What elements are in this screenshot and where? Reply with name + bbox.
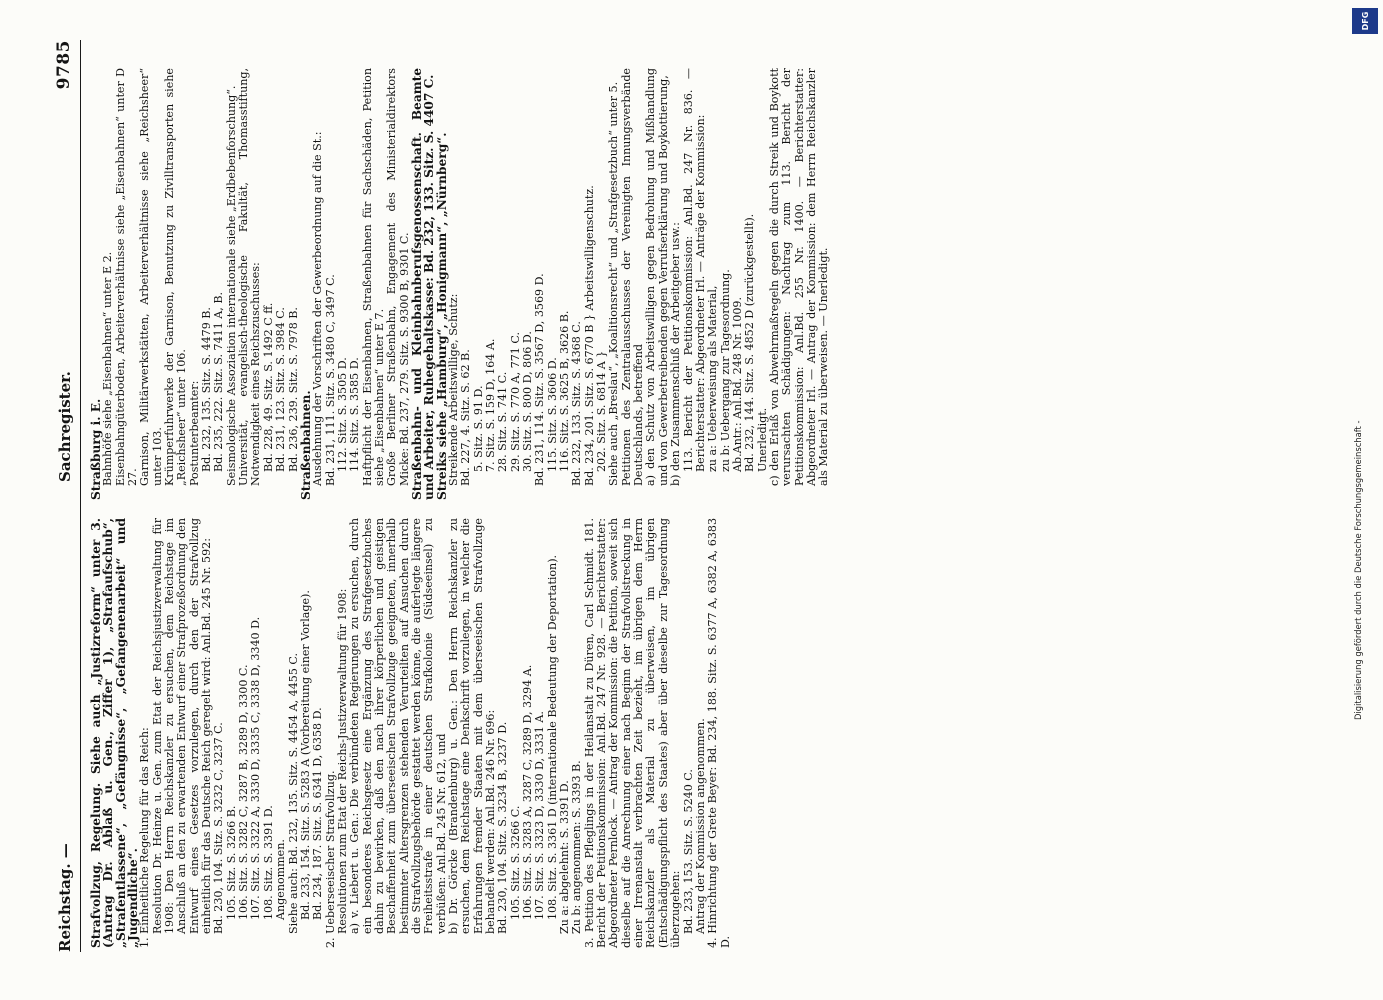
entry-line: Haftpflicht der Eisenbahnen, Straßenbahnen für Sachschäden, Petition siehe „Eisenbahnen“ unter E 7. [360, 68, 386, 486]
entry-heading: Streiks siehe „Hamburg“, „Honigmann“, „Nürnberg“. [434, 132, 449, 500]
entry-line: Bahnhöfe siehe „Eisenbahnen“ unter E 2. [101, 251, 115, 486]
entry-line: Bd. 230, 104. Sitz. S. 3232 C, 3237 C. [212, 722, 226, 934]
entry-heading: Strafvollzug, Regelung. Siehe auch „Justizreform“ unter 3. (Antrag Dr. Ablaß u. Gen., Ziffer 1), „Strafaufschub“, „Strafentlassene“, „Gefängnisse“, „Gefangenenarbeit“ und „Jugendliche“. [89, 518, 141, 948]
entry-line: Streikende Arbeitswillige, Schutz: [446, 293, 460, 486]
entry-line: Ab.Antr.: Anl.Bd. 248 Nr. 1009. [730, 297, 744, 472]
entry-line: Antrag der Kommission angenommen. [693, 718, 707, 934]
entry-line: Bd. 236, 239. Sitz. S. 7978 B. [286, 307, 300, 472]
entry-line: 115. Sitz. S. 3606 D. [545, 357, 559, 472]
entry-line: Bd. 230, 104. Sitz. S. 3234 B, 3237 D. [496, 721, 510, 934]
entry-line: 3. Petition des Pfleglings in der Heilanstalt zu Düren, Carl Schmidt. 181. Bericht der Petitionskommission: Anl.Bd. 247 Nr. 928. — Berichterstatter: Abgeordneter Pernlock. — Antrag der Kommission: die Petition, soweit sich dieselbe auf die Anrechnung einer nach Beginn der Strafvollstreckung in einer Irrenanstalt verbrachten Zeit bezieht, im übrigen dem Herrn Reichskanzler als Material zu überweisen, im übrigen (Entschädigungspflicht des Staates) aber über dieselbe zur Tagesordnung überzugehen: [582, 518, 683, 948]
page-number: 9785 [54, 40, 74, 90]
entry-line: Petitionen des Zentralausschusses der Vereinigten Innungsverbände Deutschlands, betreffend [619, 68, 646, 486]
entry-line: 108. Sitz. S. 3391 D. [261, 805, 275, 920]
entry-line: Resolution Dr. Heinze u. Gen. zum Etat der Reichsjustizverwaltung für 1908: Den Herrn Reichskanzler zu ersuchen, dem Reichstage im Anschluß an den zu erwartenden Entwurf einer Strafprozeßordnung den Entwurf eines Gesetzes vorzulegen, durch den der Strafvollzug einheitlich für das Deutsche Reich geregelt wird: Anl.Bd. 245 Nr. 592: [150, 518, 214, 934]
entry-line: Bd. 233, 154. Sitz. S. 5283 A (Vorbereitung einer Vorlage). [298, 590, 312, 920]
left-text-column [90, 518, 1343, 948]
entry-line: 107. Sitz. S. 3323 D, 3330 D, 3331 A. [533, 711, 547, 920]
entry-line: Bd. 231, 111. Sitz. S. 3480 C, 3497 C. [323, 274, 337, 486]
entry-line: 112. Sitz. S. 3505 D. [335, 357, 349, 472]
entry-line: 28. Sitz. S. 741 C. [496, 371, 510, 472]
entry-line: Bd. 232, 135. Sitz. S. 4479 B. [200, 307, 214, 472]
entry-line: 106. Sitz. S. 3282 C, 3287 B, 3289 D, 3300 C. [237, 664, 251, 920]
entry-line: Unerledigt. [755, 407, 769, 472]
entry-line: 105. Sitz. S. 3266 C. [508, 805, 522, 920]
entry-line: 7. Sitz. S. 159 D, 164 A. [484, 338, 497, 472]
entry-line: a) v. Liebert u. Gen.: Die verbündeten Regierungen zu ersuchen, durch ein besonderes Reichsgesetz eine Ergänzung des Strafgesetzbuches dahin zu bewirken, daß den nach ihrer körperlichen und geistigen Beschaffenheit zum überseeischen Strafvollzuge geeigneten, innerhalb bestimmter Altersgrenzen stehenden Verurteilten auf Ansuchen durch die Strafvollzugsbehörde gestattet werden könne, die auferlegte längere Freiheitsstrafe in einer deutschen Strafkolonie (Südseeinsel) zu verbüßen: Anl.Bd. 245 Nr. 612, und [348, 518, 448, 934]
entry-line: 29. Sitz. S. 770 A, 771 C. [508, 331, 522, 472]
entry-line: Große Berliner Straßenbahn, Engagement des Ministerialdirektors Micke: Bd. 237, 279. Sitz. S. 9300 B, 9301 C. [385, 68, 411, 486]
entry-line: Angenommen. [274, 839, 288, 920]
entry-line: Bd. 233, 153. Sitz. S. 5240 C. [681, 769, 695, 934]
entry-line: 108. Sitz. S. 3361 D (internationale Bedeutung der Deportation). [545, 554, 559, 920]
entry-line: c) den Erlaß von Abwehrmaßregeln gegen die durch Streik und Boykott verursachten Schädigungen: Nachtrag zum 113. Bericht der Petitionskommission: Anl.Bd. 255 Nr. 1400. — Berichterstatter: Abgeordneter Irl. — Antrag der Kommission: dem Herrn Reichskanzler als Material zu überweisen. — Unerledigt. [767, 68, 831, 486]
entry-line: Resolutionen zum Etat der Reichs-Justizverwaltung für 1908: [335, 588, 349, 934]
page-header [44, 40, 81, 952]
digitization-credit: Digitalisierung gefördert durch die Deutsche Forschungsgemeinschaft - [1353, 420, 1363, 720]
entry-line: 4. Hinrichtung der Grete Beyer: Bd. 234, 188. Sitz. S. 6377 A, 6382 A, 6383 D. [706, 518, 732, 948]
entry-line: a) den Schutz von Arbeitswilligen gegen Bedrohung und Mißhandlung und von Gewerbetreibenden gegen Verrufserklärung und Boykottierung, [644, 68, 670, 486]
entry-line: 5. Sitz. S. 91 D. [471, 385, 485, 472]
entry-line: Bd. 227, 4. Sitz. S. 62 B. [459, 349, 473, 486]
entry-line: Bd. 234, 201. Sitz. S. 6770 B } Arbeitswilligenschutz. [582, 185, 596, 486]
entry-line: 105. Sitz. S. 3266 B. [224, 805, 238, 920]
entry-line: 114. Sitz. S. 3585 D. [348, 357, 362, 472]
entry-line: 1. Einheitliche Regelung für das Reich: [138, 727, 152, 948]
entry-line: 116. Sitz. S. 3625 B, 3626 B. [558, 310, 572, 472]
entry-line: Bd. 232, 133. Sitz. S. 4368 C. [570, 321, 584, 486]
entry-line: zu a: Ueberweisung als Material, [706, 285, 720, 472]
entry-line: Siehe auch „Breslau“, „Koalitionsrecht“ und „Strafgesetzbuch“ unter 5. [607, 81, 621, 486]
entry-line: Bd. 235, 222. Sitz. S. 7411 A, B. [212, 291, 226, 472]
entry-line: Ausdehnung der Vorschriften der Gewerbeordnung auf die St.: [311, 131, 325, 486]
entry-line: Siehe auch: Bd. 232, 135. Sitz. S. 4454 A, 4455 C. [286, 652, 300, 934]
entry-line: Eisenbahngüterboden, Arbeiterverhältnisse siehe „Eisenbahnen“ unter D 27. [113, 68, 140, 486]
entry-line: b) Dr. Görcke (Brandenburg) u. Gen.: Den Herrn Reichskanzler zu ersuchen, dem Reichstage eine Denkschrift vorzulegen, in welcher die Erfahrungen fremder Staaten mit dem überseeischen Strafvollzuge behandelt werden: Anl.Bd. 246 Nr. 696: [446, 518, 497, 934]
entry-line: Zu a: abgelehnt: S. 3391 D. [558, 780, 572, 934]
entry-line: zu b: Uebergang zur Tagesordnung. [718, 269, 732, 472]
entry-line: Seismologische Assoziation internationale siehe „Erdbebenforschung“. [224, 85, 238, 486]
entry-heading: Straßburg i. E. [89, 398, 103, 500]
entry-line: 202. Sitz. S. 6814 A } [595, 350, 609, 472]
entry-line: Krümperfuhrwerke der Garnison, Benutzung zu Zivilltransporten siehe „Reichsheer“ unter 106. [163, 68, 189, 486]
entry-heading: Straßenbahnen. [298, 390, 313, 500]
entry-line: Garnison, Militärwerkstätten, Arbeiterverhältnisse siehe „Reichsheer“ unter 103. [138, 68, 164, 486]
entry-line: Zu b: angenommen: S. 3393 B. [570, 760, 584, 934]
entry-line: 107. Sitz. S. 3322 A, 3330 D, 3335 C, 3338 D, 3340 D. [249, 616, 263, 920]
entry-line: Bd. 228, 49. Sitz. S. 1492 C ff. [261, 302, 275, 472]
header-left-title: Reichstag. — [56, 843, 74, 952]
entry-line: Bd. 231, 123. Sitz. S. 3984 C. [274, 307, 288, 472]
entry-line: Bd. 234, 187. Sitz. S. 6341 D, 6358 D. [311, 707, 325, 920]
credit-strip [1349, 0, 1379, 1000]
entry-line: Postunterbeamter: [187, 380, 201, 486]
right-text-column [90, 68, 1343, 500]
dfg-logo: DFG [1352, 8, 1378, 34]
entry-line: Bd. 232, 144. Sitz. S. 4852 D (zurückgestellt). [743, 213, 757, 472]
entry-line: Universität, evangelisch-theologische Fakultät, Thomasstiftung, Notwendigkeit eines Reichszuschusses: [237, 68, 263, 486]
entry-line: 2. Ueberseeischer Strafvollzug. [323, 770, 337, 948]
entry-line: 30. Sitz. S. 800 D, 806 D. [521, 331, 535, 472]
entry-line: 106. Sitz. S. 3283 A, 3287 C, 3289 D, 3294 A. [521, 664, 535, 920]
entry-line: Bd. 231, 114. Sitz. S. 3567 D, 3569 D. [533, 273, 547, 486]
entry-line: 113. Bericht der Petitionskommission: Anl.Bd. 247 Nr. 836. — Berichterstatter: Abgeordneter Irl. — Anträge der Kommission: [681, 68, 707, 472]
entry-line: b) den Zusammenschluß der Arbeitgeber usw.: [669, 222, 683, 486]
entry-heading: Straßenbahn- und Kleinbahnberufsgenossenschaft. Beamte und Arbeiter, Ruhegehaltskasse: Bd. 232, 133. Sitz. S. 4407 C. [409, 68, 437, 500]
header-section-title: Sachregister. [56, 371, 74, 482]
